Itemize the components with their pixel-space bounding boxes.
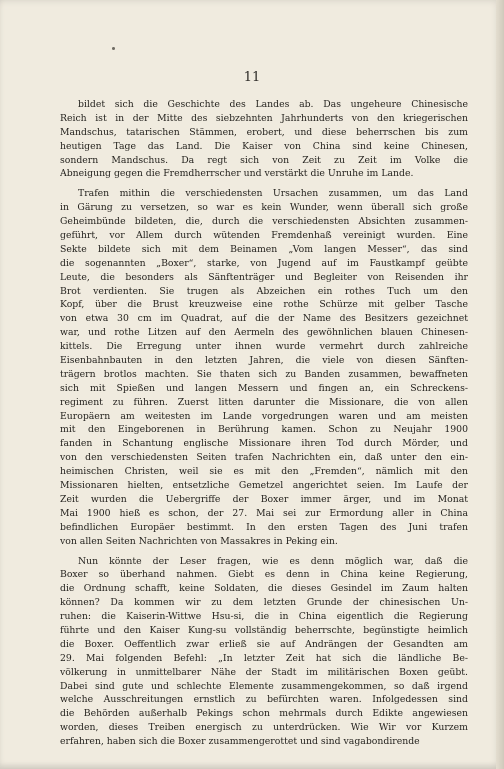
text-line: heimischen Christen, weil sie es mit den „Fremden“, nämlich mit den (60, 466, 468, 478)
text-line: Mandschus, tatarischen Stämmen, erobert, und diese beherrschen bis zum (60, 126, 468, 138)
text-line: von den verschiedensten Seiten trafen Nachrichten ein, daß unter den ein- (60, 452, 468, 464)
text-line: Missionaren hielten, entsetzliche Gemetzel angerichtet seien. Im Laufe der (60, 480, 468, 492)
text-line: die Behörden außerhalb Pekings schon mehrmals durch Edikte angewiesen (60, 708, 468, 720)
text-line: Zeit wurden die Uebergriffe der Boxer immer ärger, und im Monat (60, 493, 468, 505)
text-line: welche Ausschreitungen ernstlich zu befürchten waren. Infolgedessen sind (60, 694, 468, 706)
paragraph (60, 98, 468, 181)
text-line: Dabei sind gute und schlechte Elemente zusammengekommen, so daß irgend (60, 680, 468, 692)
text-line: sich mit Spießen und langen Messern und fingen an, ein Schreckens- (60, 382, 468, 394)
text-line: fanden in Schantung englische Missionare ihren Tod durch Mörder, und (60, 438, 468, 450)
text-line: befindlichen Europäer bestimmt. In den ersten Tagen des Juni trafen (60, 521, 468, 533)
text-line: können? Da kommen wir zu dem letzten Grunde der chinesischen Un- (60, 597, 468, 609)
print-speck (112, 47, 115, 50)
text-line: regiment zu führen. Zuerst litten darunter die Missionare, die von allen (60, 396, 468, 408)
text-line: Abneigung gegen die Fremdherrscher und verstärkt die Unruhe im Lande. (60, 168, 414, 180)
text-line: sondern Mandschus. Da regt sich von Zeit zu Zeit im Volke die (60, 154, 468, 166)
text-line: die Ordnung schafft, keine Soldaten, die dieses Gesindel im Zaum halten (60, 583, 468, 595)
text-line: worden, dieses Treiben energisch zu unterdrücken. Wie Wir vor Kurzem (60, 722, 468, 734)
text-line: Sekte bildete sich mit dem Beinamen „Vom langen Messer“, das sind (60, 243, 468, 255)
text-line: die Boxer. Oeffentlich zwar erließ sie auf Andrängen der Gesandten am (60, 638, 468, 650)
text-line: mit den Eingeborenen in Berührung kamen. Schon zu Neujahr 1900 (60, 424, 468, 436)
paragraph (60, 555, 468, 749)
body-text (60, 98, 468, 749)
text-line: Geheimbünde bildeten, die, durch die verschiedensten Absichten zusammen- (60, 216, 468, 228)
text-line: Kopf, über die Brust kreuzweise eine rothe Schürze mit gelber Tasche (60, 299, 468, 311)
text-line: ruhen: die Kaiserin-Wittwe Hsu-si, die in China eigentlich die Regierung (60, 611, 468, 623)
text-line: bildet sich die Geschichte des Landes ab. Das ungeheure Chinesische (78, 99, 468, 110)
text-line: trägern brotlos machten. Sie thaten sich zu Banden zusammen, bewaffneten (60, 368, 468, 380)
text-line: Brot verdienten. Sie trugen als Abzeichen ein rothes Tuch um den (60, 285, 468, 297)
text-line: Nun könnte der Leser fragen, wie es denn möglich war, daß die (78, 555, 468, 567)
text-line: in Gärung zu versetzen, so war es kein Wunder, wenn überall sich große (60, 202, 468, 214)
text-line: Eisenbahnbauten in den letzten Jahren, die viele von diesen Sänften- (60, 355, 468, 367)
text-line: 29. Mai folgenden Befehl: „In letzter Zeit hat sich die ländliche Be- (60, 652, 468, 664)
text-line: völkerung in unmittelbarer Nähe der Stadt im militärischen Boxen geübt. (60, 666, 468, 678)
text-line: von allen Seiten Nachrichten von Massakres in Peking ein. (60, 535, 338, 547)
page-number: 11 (243, 70, 261, 85)
text-line: Trafen mithin die verschiedensten Ursachen zusammen, um das Land (78, 188, 468, 200)
text-line: erfahren, haben sich die Boxer zusammengerottet und sind vagabondirende (60, 736, 420, 748)
text-line: Reich ist in der Mitte des siebzehnten Jahrhunderts von den kriegerischen (60, 112, 468, 124)
text-line: die sogenannten „Boxer“, starke, von Jugend auf im Faustkampf geübte (60, 257, 468, 269)
text-line: Boxer so überhand nahmen. Giebt es denn in China keine Regierung, (60, 569, 468, 581)
text-line: führte und den Kaiser Kung-su vollständig beherrschte, begünstigte heimlich (60, 624, 468, 636)
text-line: heutigen Tage das Land. Die Kaiser von China sind keine Chinesen, (60, 140, 468, 152)
text-line: von etwa 30 cm im Quadrat, auf die der Name des Besitzers gezeichnet (60, 313, 468, 325)
text-line: geführt, vor Allem durch wütenden Fremdenhaß vereinigt wurden. Eine (60, 230, 468, 242)
text-line: Europäern am weitesten im Lande vorgedrungen waren und am meisten (60, 410, 468, 422)
paragraph (60, 187, 468, 548)
text-line: Leute, die besonders als Sänftenträger und Begleiter von Reisenden ihr (60, 271, 468, 283)
text-line: kittels. Die Erregung unter ihnen wurde vermehrt durch zahlreiche (60, 341, 468, 353)
page-edge-shadow (496, 0, 504, 769)
text-line: Mai 1900 hieß es schon, der 27. Mai sei zur Ermordung aller in China (60, 507, 468, 519)
text-line: war, und rothe Litzen auf den Aermeln des gewöhnlichen blauen Chinesen- (60, 327, 468, 339)
